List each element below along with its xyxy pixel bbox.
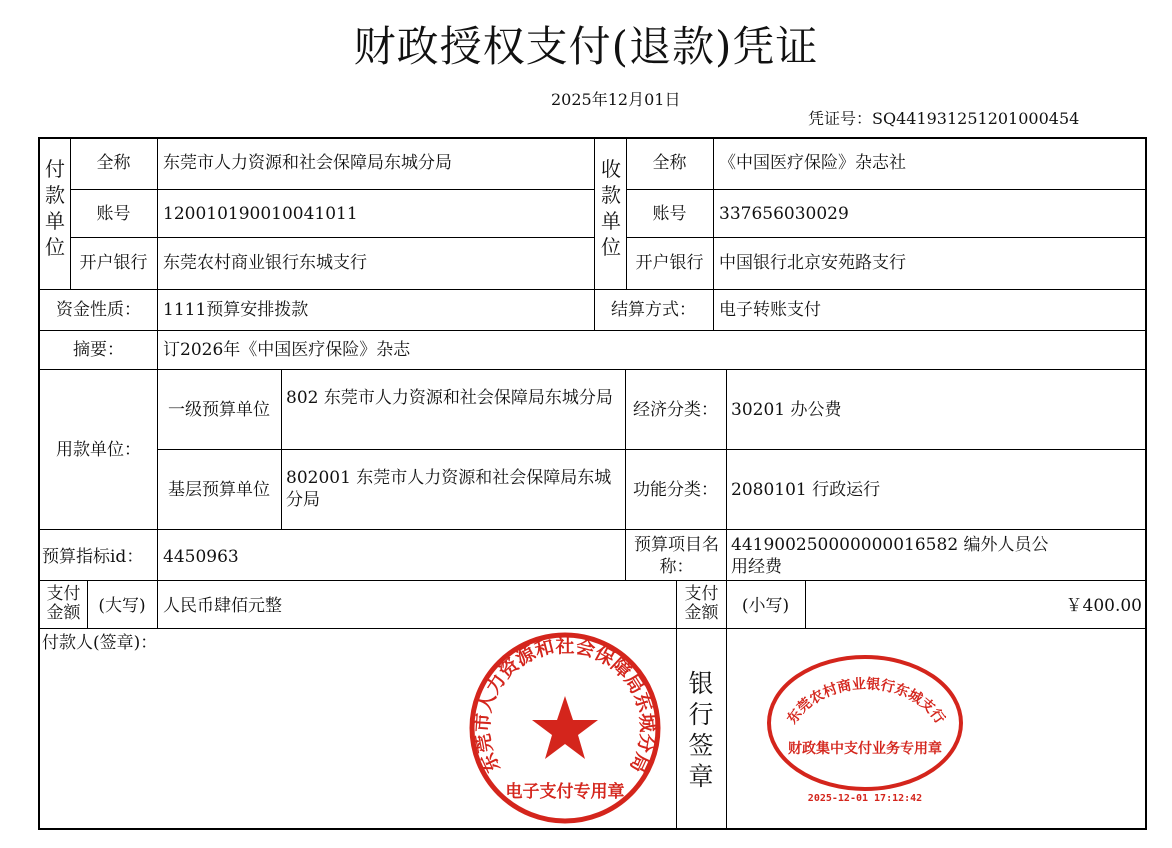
settlement-method: 电子转账支付 <box>719 300 821 320</box>
payee-bank-label: 开户银行 <box>635 253 704 273</box>
user-unit-label: 用款单位： <box>56 440 141 460</box>
voucher-number: 凭证号：SQ441931251201000454 <box>808 109 1080 128</box>
document-date: 2025年12月01日 <box>551 90 681 109</box>
func-class-label: 功能分类： <box>633 480 718 500</box>
right-seal-timestamp: 2025-12-01 17:12:42 <box>807 793 923 803</box>
payee-name-label: 全称 <box>652 153 687 173</box>
payer-name: 东莞市人力资源和社会保障局东城分局 <box>163 153 452 173</box>
settlement-label: 结算方式： <box>611 300 696 320</box>
payer-bank: 东莞农村商业银行东城支行 <box>163 253 367 273</box>
payer-sign-label: 付款人(签章)： <box>42 633 158 653</box>
func-class: 2080101 行政运行 <box>731 480 881 500</box>
funds-nature: 1111预算安排拨款 <box>163 300 309 320</box>
payee-account-label: 账号 <box>652 204 687 224</box>
document-title: 财政授权支付(退款)凭证 <box>353 22 819 71</box>
payee-section-label: 收款单位 <box>601 157 621 259</box>
left-seal-bottom-text: 电子支付专用章 <box>505 782 625 802</box>
payer-account: 120010190010041011 <box>163 204 358 224</box>
payer-section-label: 付款单位 <box>45 157 65 259</box>
payee-bank: 中国银行北京安苑路支行 <box>719 253 906 273</box>
left-seal-arc-text: 东莞市人力资源和社会保障局东城分局 <box>471 635 659 776</box>
amount-lower: ￥400.00 <box>1065 596 1142 616</box>
amount-label: 支付金额 <box>46 584 81 623</box>
bank-seal <box>763 653 967 803</box>
amount-label-2: 支付金额 <box>684 584 719 623</box>
right-seal-arc-text: 东莞农村商业银行东城支行 <box>784 676 948 728</box>
base-unit-label: 基层预算单位 <box>168 480 270 500</box>
bank-sign-label: 银行签章 <box>688 669 714 791</box>
budget-indicator: 4450963 <box>163 547 239 567</box>
payer-name-label: 全称 <box>96 153 131 173</box>
payee-name: 《中国医疗保险》杂志社 <box>719 153 906 173</box>
funds-nature-label: 资金性质： <box>56 300 141 320</box>
level1-unit-label: 一级预算单位 <box>168 400 270 420</box>
summary-label: 摘要： <box>73 340 124 360</box>
svg-text:东莞农村商业银行东城支行 <box>783 675 948 727</box>
right-seal-mid-text: 财政集中支付业务专用章 <box>788 741 942 757</box>
payer-electronic-seal <box>467 630 663 826</box>
budget-project: 441900250000000016582 编外人员公用经费 <box>731 535 1049 577</box>
amount-upper-label: (大写) <box>98 596 146 616</box>
payee-account: 337656030029 <box>719 204 849 224</box>
level1-unit: 802 东莞市人力资源和社会保障局东城分局 <box>286 388 613 408</box>
star-icon <box>532 696 598 759</box>
econ-class: 30201 办公费 <box>731 400 842 420</box>
summary-text: 订2026年《中国医疗保险》杂志 <box>163 340 411 360</box>
base-unit: 802001 东莞市人力资源和社会保障局东城分局 <box>286 468 612 510</box>
payer-account-label: 账号 <box>96 204 131 224</box>
amount-lower-label: (小写) <box>741 596 790 616</box>
budget-indicator-label: 预算指标id： <box>42 547 144 567</box>
econ-class-label: 经济分类： <box>633 400 718 420</box>
payer-bank-label: 开户银行 <box>79 253 148 273</box>
budget-project-label: 预算项目名称： <box>634 535 719 577</box>
amount-upper: 人民币肆佰元整 <box>163 596 282 616</box>
